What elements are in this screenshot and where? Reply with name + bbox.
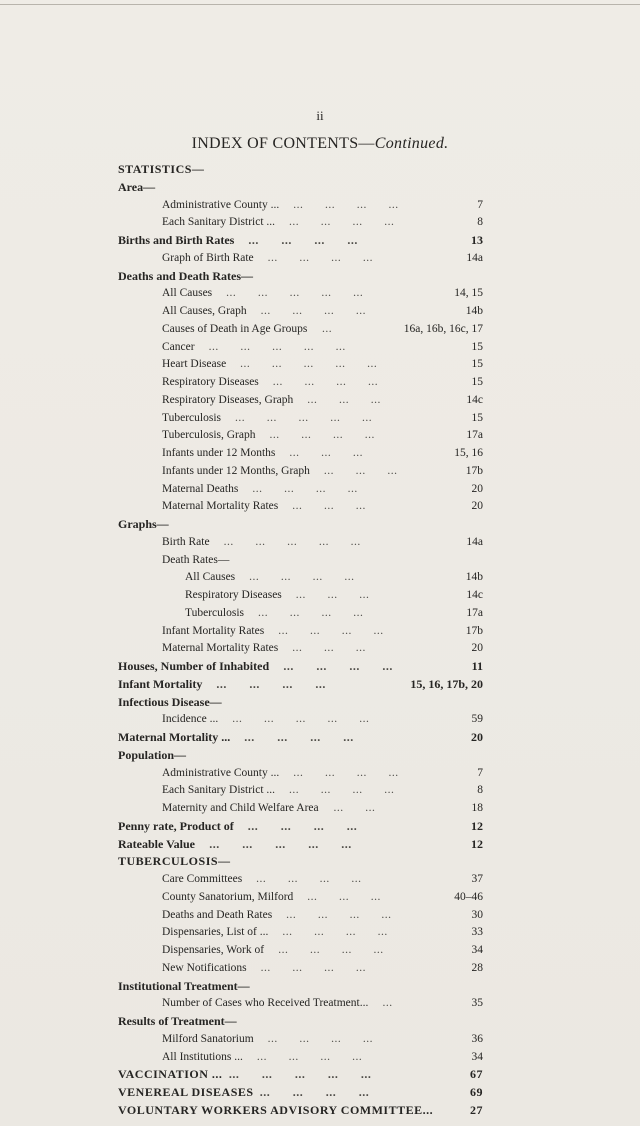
index-entry xyxy=(0,1065,640,1083)
index-entry xyxy=(0,728,640,746)
dot-leader: ... ... ... ... ... xyxy=(228,1067,391,1082)
entry-label: Incidence ... xyxy=(162,713,219,726)
entry-page: 15 xyxy=(471,411,483,424)
dot-leader: ... ... ... xyxy=(323,464,416,477)
entry-label: Each Sanitary District ... xyxy=(162,216,276,229)
dot-leader: ... ... ... ... xyxy=(249,571,373,584)
index-entry xyxy=(0,213,640,231)
entry-page: 12 xyxy=(471,818,483,833)
dot-leader: ... ... ... ... ... xyxy=(223,535,379,548)
index-entry xyxy=(0,373,640,391)
index-entry xyxy=(0,355,640,373)
dot-leader: ... ... ... ... xyxy=(244,730,373,744)
index-entry xyxy=(0,586,640,604)
entry-page: 14, 15 xyxy=(454,287,483,300)
entry-page: 17a xyxy=(466,606,483,619)
entry-label: VENEREAL DISEASES xyxy=(118,1085,254,1099)
entry-label: Tuberculosis xyxy=(162,411,221,424)
entry-page: 36 xyxy=(471,1032,483,1045)
index-entry xyxy=(0,249,640,267)
entry-label: Respiratory Diseases, Graph xyxy=(162,393,294,406)
dot-leader: ... ... ... ... xyxy=(256,873,380,885)
index-entry xyxy=(0,1101,640,1119)
entry-label: Dispensaries, List of ... xyxy=(162,926,269,939)
index-entry xyxy=(0,639,640,657)
entry-page: 14a xyxy=(466,535,483,548)
entry-page: 37 xyxy=(471,873,483,885)
entry-label: All Causes xyxy=(185,571,236,584)
entry-page: 69 xyxy=(470,1085,483,1099)
entry-page: 15 xyxy=(471,358,483,371)
title-continued: Continued. xyxy=(374,135,449,152)
dot-leader: ... ... ... ... xyxy=(260,961,385,974)
index-entry xyxy=(0,551,640,569)
entry-label: Houses, Number of Inhabited xyxy=(118,659,270,673)
entry-label: Graph of Birth Rate xyxy=(162,251,254,264)
index-entry xyxy=(0,160,640,178)
entry-label: Maternal Mortality ... xyxy=(118,730,231,744)
entry-label: Milford Sanatorium xyxy=(162,1032,254,1045)
dot-leader: ... ... ... ... ... xyxy=(240,358,396,371)
dot-leader: ... ... ... xyxy=(292,500,385,513)
entry-page: 17b xyxy=(465,624,483,637)
index-entry xyxy=(0,338,640,356)
entry-label: Number of Cases who Received Treatment... xyxy=(162,997,369,1010)
entry-page: 12 xyxy=(471,836,483,851)
dot-leader: ... ... xyxy=(333,802,394,814)
entry-page: 28 xyxy=(471,961,483,974)
entry-label: Each Sanitary District ... xyxy=(162,784,276,797)
entry-label: Administrative County ... xyxy=(162,766,280,779)
dot-leader: ... ... ... ... xyxy=(252,482,376,495)
index-entry xyxy=(0,852,640,870)
index-entry xyxy=(0,994,640,1012)
entry-label: Heart Disease xyxy=(162,358,227,371)
dot-leader: ... ... ... xyxy=(295,589,388,601)
dot-leader: ... ... ... ... xyxy=(283,659,412,673)
entry-label: Maternal Mortality Rates xyxy=(162,500,279,513)
index-entry xyxy=(0,781,640,799)
index-entry xyxy=(0,746,640,764)
entry-page: 27 xyxy=(470,1102,483,1117)
entry-label: Maternal Deaths xyxy=(162,482,239,495)
dot-leader: ... ... ... xyxy=(307,890,400,903)
index-entry xyxy=(0,302,640,320)
index-entry xyxy=(0,480,640,498)
entry-page: 16a, 16b, 16c, 17 xyxy=(403,322,483,335)
dot-leader: ... ... ... ... xyxy=(272,376,397,388)
dot-leader: ... ... ... ... xyxy=(267,1032,392,1045)
entry-label: TUBERCULOSIS— xyxy=(118,854,231,869)
index-entry xyxy=(0,391,640,409)
index-entry xyxy=(0,977,640,995)
dot-leader: ... ... ... ... xyxy=(289,784,413,797)
dot-leader: ... ... ... ... ... xyxy=(232,713,388,726)
dot-leader: ... ... ... ... ... xyxy=(209,836,371,851)
dot-leader: ... ... ... ... xyxy=(286,908,410,921)
entry-page: 7 xyxy=(477,198,483,211)
dot-leader: ... ... ... ... xyxy=(278,624,402,637)
entry-label: Administrative County ... xyxy=(162,198,280,211)
index-entry xyxy=(0,693,640,711)
entry-label: All Institutions ... xyxy=(162,1050,243,1063)
index-entry xyxy=(0,1012,640,1030)
index-entry xyxy=(0,533,640,551)
entry-label: Maternity and Child Welfare Area xyxy=(162,802,319,814)
entry-page: 33 xyxy=(471,926,483,939)
entry-label: Graphs— xyxy=(118,517,169,531)
entry-label: Deaths and Death Rates xyxy=(162,908,273,921)
entry-label: Births and Birth Rates xyxy=(118,233,235,247)
entry-label: VACCINATION ... xyxy=(118,1067,223,1082)
index-entry xyxy=(0,284,640,302)
dot-leader: ... ... ... ... xyxy=(267,251,392,264)
entry-label: Tuberculosis, Graph xyxy=(162,429,256,442)
entry-page: 17a xyxy=(466,429,483,442)
dot-leader: ... xyxy=(321,322,351,335)
entry-page: 17b xyxy=(465,464,483,477)
index-entry xyxy=(0,604,640,622)
entry-page: 14b xyxy=(465,305,483,317)
index-entry xyxy=(0,409,640,427)
entry-page: 8 xyxy=(477,216,483,229)
entry-label: Area— xyxy=(118,179,156,194)
dot-leader: ... ... ... ... xyxy=(293,766,417,779)
dot-leader: ... ... ... ... xyxy=(269,429,394,442)
dot-leader: ... ... ... ... xyxy=(247,818,377,833)
index-entry xyxy=(0,497,640,515)
index-entry xyxy=(0,426,640,444)
dot-leader: ... ... ... ... xyxy=(282,926,406,939)
index-entry xyxy=(0,568,640,586)
entry-label: Infants under 12 Months xyxy=(162,447,276,459)
index-entry xyxy=(0,1083,640,1101)
entry-page: 20 xyxy=(471,482,483,495)
index-entry xyxy=(0,444,640,462)
dot-leader: ... ... ... ... ... xyxy=(208,340,364,353)
entry-page: 35 xyxy=(471,997,483,1010)
entry-page: 15, 16 xyxy=(454,447,483,459)
entry-label: Population— xyxy=(118,747,187,762)
index-entry xyxy=(0,959,640,977)
dot-leader: ... ... ... ... xyxy=(293,198,417,211)
dot-leader: ... ... ... ... xyxy=(248,233,377,247)
dot-leader: ... ... ... ... xyxy=(278,944,402,956)
dot-leader: ... ... ... ... ... xyxy=(226,287,382,300)
dot-leader: ... ... ... ... xyxy=(289,216,413,229)
entry-label: Maternal Mortality Rates xyxy=(162,642,279,655)
entry-label: New Notifications xyxy=(162,961,247,974)
entry-page: 14c xyxy=(466,589,483,601)
entry-page: 59 xyxy=(471,713,483,726)
entry-label: Results of Treatment— xyxy=(118,1014,237,1028)
entry-label: Respiratory Diseases xyxy=(185,589,282,601)
entry-page: 15 xyxy=(471,340,483,353)
entry-label: Death Rates— xyxy=(162,553,230,566)
entry-label: Deaths and Death Rates— xyxy=(118,268,253,283)
entry-page: 14a xyxy=(466,251,483,264)
index-entry xyxy=(0,462,640,480)
entry-label: VOLUNTARY WORKERS ADVISORY COMMITTEE... xyxy=(118,1102,434,1117)
entry-page: 67 xyxy=(470,1067,483,1082)
index-entry xyxy=(0,835,640,853)
dot-leader: ... ... ... ... xyxy=(260,305,385,317)
entry-label: Care Committees xyxy=(162,873,243,885)
entry-page: 34 xyxy=(471,944,483,956)
dot-leader: ... ... ... xyxy=(307,393,400,406)
index-entry xyxy=(0,267,640,285)
page-number: ii xyxy=(316,108,324,123)
entry-page: 18 xyxy=(471,802,483,814)
dot-leader: ... ... ... xyxy=(289,447,382,459)
index-entry xyxy=(0,923,640,941)
entry-label: Penny rate, Product of xyxy=(118,818,234,833)
entry-page: 15 xyxy=(471,376,483,388)
entry-page: 20 xyxy=(471,500,483,513)
entry-page: 14c xyxy=(466,393,483,406)
entry-page: 34 xyxy=(471,1050,483,1063)
index-entry xyxy=(0,657,640,675)
index-entry xyxy=(0,906,640,924)
entry-page: 14b xyxy=(465,571,483,584)
index-entry xyxy=(0,764,640,782)
index-entry xyxy=(0,196,640,214)
entry-label: All Causes, Graph xyxy=(162,305,247,317)
entry-page: 20 xyxy=(471,730,483,744)
entry-label: Cancer xyxy=(162,340,195,353)
entry-label: Tuberculosis xyxy=(185,606,244,619)
entry-label: Infectious Disease— xyxy=(118,694,222,709)
dot-leader: ... ... ... ... xyxy=(256,1050,381,1063)
index-entry xyxy=(0,710,640,728)
index-entry xyxy=(0,1030,640,1048)
entry-page: 20 xyxy=(471,642,483,655)
index-entry xyxy=(0,799,640,817)
entry-label: Dispensaries, Work of xyxy=(162,944,265,956)
entry-label: Infant Mortality xyxy=(118,676,203,691)
entry-label: Infants under 12 Months, Graph xyxy=(162,464,310,477)
entry-label: Infant Mortality Rates xyxy=(162,624,265,637)
entry-label: Institutional Treatment— xyxy=(118,978,250,993)
index-entry xyxy=(0,941,640,959)
index-entry xyxy=(0,870,640,888)
index-entry xyxy=(0,231,640,249)
dot-leader: ... ... ... ... xyxy=(216,676,345,691)
entry-page: 30 xyxy=(471,908,483,921)
entry-page: 11 xyxy=(471,659,483,673)
entry-label: Rateable Value xyxy=(118,836,196,851)
entry-label: STATISTICS— xyxy=(118,162,205,176)
index-entry xyxy=(0,888,640,906)
entry-page: 15, 16, 17b, 20 xyxy=(410,676,483,691)
entry-page: 13 xyxy=(471,233,483,247)
dot-leader: ... ... ... ... xyxy=(259,1085,389,1099)
entry-label: Respiratory Diseases xyxy=(162,376,259,388)
page-edge-line xyxy=(0,4,640,5)
dot-leader: ... ... ... ... xyxy=(257,606,382,619)
index-entry xyxy=(0,1048,640,1066)
page-title xyxy=(0,135,640,153)
entry-label: Causes of Death in Age Groups xyxy=(162,322,308,335)
dot-leader: ... ... ... xyxy=(292,642,385,655)
dot-leader: ... ... ... ... ... xyxy=(234,411,391,424)
index-entry xyxy=(0,320,640,338)
index-entry xyxy=(0,622,640,640)
entry-label: All Causes xyxy=(162,287,213,300)
entry-page: 40–46 xyxy=(454,890,483,903)
entry-label: Birth Rate xyxy=(162,535,210,548)
index-entry xyxy=(0,675,640,693)
entry-label: County Sanatorium, Milford xyxy=(162,890,294,903)
entry-page: 8 xyxy=(477,784,483,797)
entry-page: 7 xyxy=(477,766,483,779)
index-entry xyxy=(0,515,640,533)
title-main: INDEX OF CONTENTS— xyxy=(191,135,375,152)
dot-leader: ... xyxy=(382,997,411,1010)
index-entry xyxy=(0,817,640,835)
index-entry xyxy=(0,178,640,196)
